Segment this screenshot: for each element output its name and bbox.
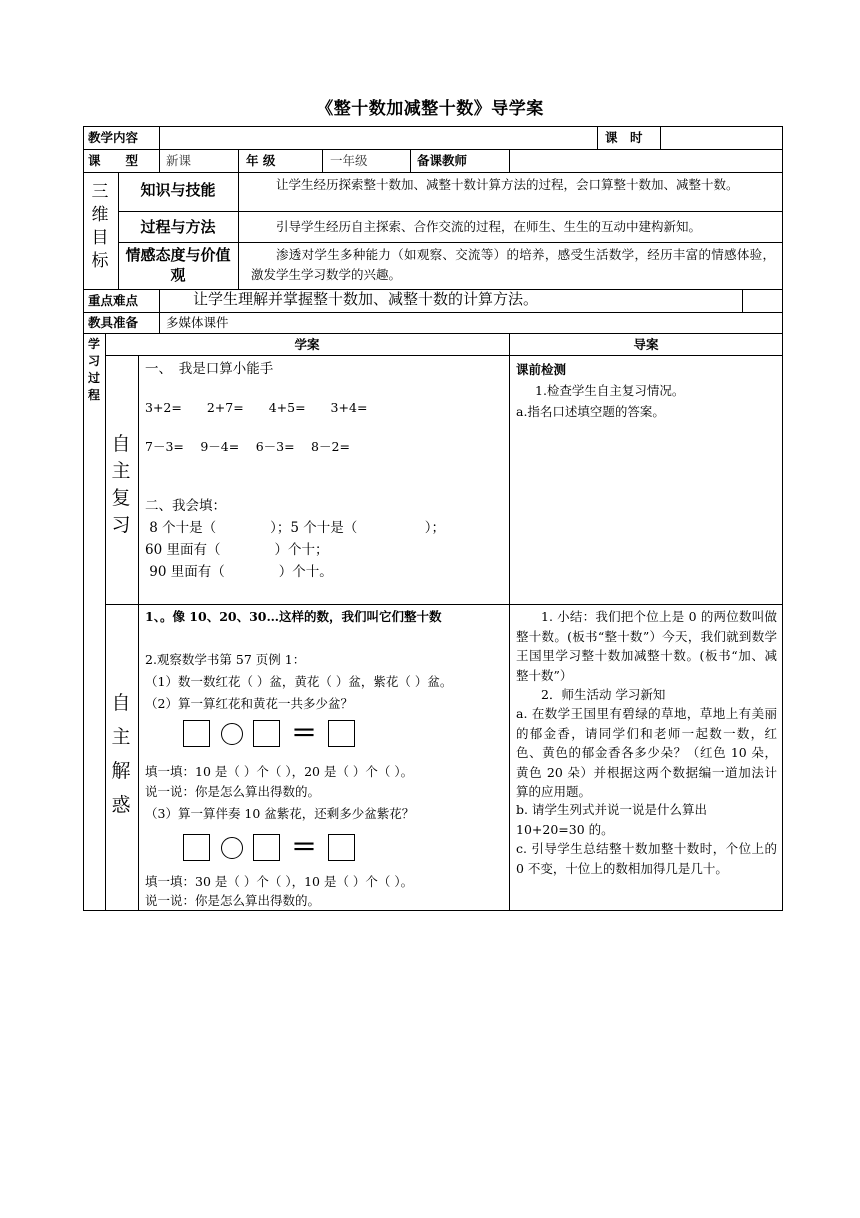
goals-label: 三维目标 — [91, 182, 109, 271]
review-add-line: 3+2= 2+7= 4+5= 3+4= — [145, 400, 368, 415]
answer-box[interactable] — [328, 834, 355, 861]
review-heading-2: 二、我会填： — [145, 498, 226, 514]
guide-review-1: 1.检查学生自主复习情况。 — [535, 383, 685, 398]
guide-explore-1: 1. 小结：我们把个位上是 0 的两位数叫做整十数。(板书“整十数”）今天，我们就到数学王国里学习整十数加减整十数。(板书“加、减整十数”） — [516, 609, 777, 683]
explore-q2: （2）算一算红花和黄花一共多少盆？ — [145, 696, 353, 711]
explore-q1: （1）数一数红花（ ）盆，黄花（ ）盆，紫花（ ）盆。 — [145, 674, 453, 689]
explore-item-1: 1、。像 10、20、30…这样的数，我们叫它们整十数 — [145, 609, 442, 624]
answer-box[interactable] — [328, 720, 355, 747]
operator-circle[interactable] — [221, 723, 243, 745]
teacher-label: 备课教师 — [417, 153, 468, 168]
review-fill-2: 60 里面有（ ）个十； — [145, 542, 329, 558]
guide-explore-2: 2．师生活动 学习新知 — [541, 687, 666, 702]
review-fill-1: 8 个十是（ ）；5 个十是（ ）； — [145, 520, 446, 536]
goal-label-process: 过程与方法 — [140, 218, 216, 236]
guide-explore-3: a. 在数学王国里有碧绿的草地，草地上有美丽的郁金香，请同学们和老师一起数一数，红色、黄色的郁金香各多少朵？（红色 10 朵，黄色 20 朵）并根据这两个数据编一道加法计算的应用题。 — [516, 706, 777, 799]
review-label: 自主复习 — [111, 433, 131, 536]
explore-fill-b: 填一填：30 是（ ）个（ ），10 是（ ）个（ ）。 — [145, 874, 414, 889]
guide-explore-6: c. 引导学生总结整十数加整十数时，个位上的 0 不变，十位上的数相加得几是几十。 — [516, 841, 777, 876]
explore-say-b: 说一说：你是怎么算出得数的。 — [145, 893, 321, 908]
guide-explore-4: b. 请学生列式并说一说是什么算出 — [516, 802, 707, 817]
type-label: 课 型 — [88, 153, 139, 168]
goal-label-knowledge: 知识与技能 — [140, 181, 216, 199]
explore-q3: （3）算一算伴奏 10 盆紫花，还剩多少盆紫花？ — [145, 806, 415, 821]
content-label: 教学内容 — [88, 130, 139, 145]
period-label: 课 时 — [605, 130, 643, 145]
equals-sign: ＝ — [291, 833, 318, 863]
grade-label: 年 级 — [246, 153, 276, 168]
materials-text: 多媒体课件 — [166, 315, 229, 330]
grade-value: 一年级 — [330, 153, 368, 168]
page-title: 《整十数加减整十数》导学案 — [316, 99, 544, 119]
answer-box[interactable] — [253, 834, 280, 861]
materials-label: 教具准备 — [88, 315, 139, 330]
key-points-label: 重点难点 — [88, 293, 139, 308]
explore-label: 自主解惑 — [111, 692, 131, 816]
guide-review-2: a.指名口述填空题的答案。 — [516, 404, 665, 419]
explore-say-a: 说一说：你是怎么算出得数的。 — [145, 784, 321, 799]
goal-text-process: 引导学生经历自主探索、合作交流的过程，在师生、生生的互动中建构新知。 — [276, 219, 702, 234]
equals-sign: ＝ — [291, 719, 318, 749]
explore-item-2: 2.观察数学书第 57 页例 1： — [145, 652, 306, 667]
review-sub-line: 7－3= 9－4= 6－3= 8－2= — [145, 439, 350, 454]
process-label: 学习过程 — [87, 337, 100, 402]
goal-text-knowledge: 让学生经历探索整十数加、减整十数计算方法的过程，会口算整十数加、减整十数。 — [276, 177, 739, 192]
answer-box[interactable] — [183, 720, 210, 747]
operator-circle[interactable] — [221, 837, 243, 859]
student-plan-header: 学案 — [294, 337, 320, 352]
guide-review-title: 课前检测 — [516, 362, 567, 377]
review-heading-1: 一、 我是口算小能手 — [145, 361, 274, 377]
teacher-plan-header: 导案 — [633, 337, 659, 352]
guide-explore-5: 10+20=30 的。 — [516, 822, 614, 837]
lesson-plan-table — [83, 126, 783, 911]
goal-label-attitude: 情感态度与价值观 — [125, 246, 231, 284]
answer-box[interactable] — [253, 720, 280, 747]
key-points-text: 让学生理解并掌握整十数加、减整十数的计算方法。 — [193, 290, 539, 308]
answer-box[interactable] — [183, 834, 210, 861]
review-fill-3: 90 里面有（ ）个十。 — [145, 564, 333, 580]
explore-fill-a: 填一填：10 是（ ）个（ ），20 是（ ）个（ ）。 — [145, 764, 414, 779]
type-value: 新课 — [166, 153, 192, 168]
goal-text-attitude: 渗透对学生多种能力（如观察、交流等）的培养，感受生活数学，经历丰富的情感体验，激发学生学习数学的兴趣。 — [251, 247, 775, 282]
